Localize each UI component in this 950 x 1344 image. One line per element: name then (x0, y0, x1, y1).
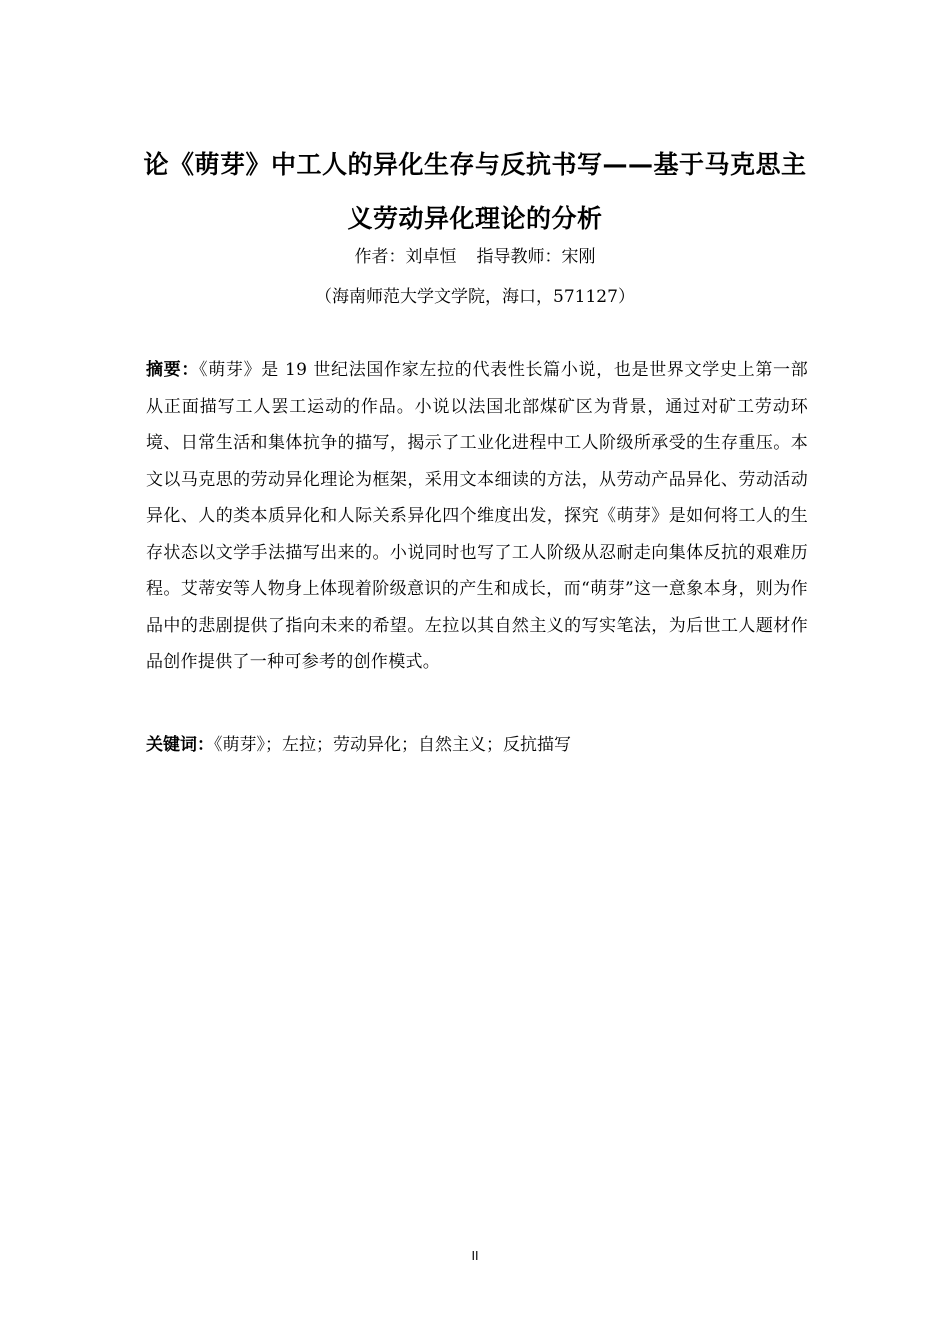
page-number: II (471, 1249, 479, 1263)
keywords-line (146, 727, 808, 763)
abstract-text: 《萌芽》是 19 世纪法国作家左拉的代表性长篇小说，也是世界文学史上第一部从正面描写工人罢工运动的作品。小说以法国北部煤矿区为背景，通过对矿工劳动环境、日常生活和集体抗争的描写，揭示了工业化进程中工人阶级所承受的生存重压。本文以马克思的劳动异化理论为框架，采用文本细读的方法，从劳动产品异化、劳动活动异化、人的类本质异化和人际关系异化四个维度出发，探究《萌芽》是如何将工人的生存状态以文学手法描写出来的。小说同时也写了工人阶级从忍耐走向集体反抗的艰难历程。艾蒂安等人物身上体现着阶级意识的产生和成长，而“萌芽”这一意象本身，则为作品中的悲剧提供了指向未来的希望。左拉以其自然主义的写实笔法，为后世工人题材作品创作提供了一种可参考的创作模式。 (146, 360, 808, 672)
author-name: 刘卓恒 (405, 247, 457, 267)
paper-title: 论《萌芽》中工人的异化生存与反抗书写——基于马克思主义劳动异化理论的分析 (143, 150, 807, 233)
abstract-paragraph (146, 352, 808, 681)
author-affiliation: （海南师范大学文学院，海口，571127） (315, 287, 635, 307)
keywords-text: 《萌芽》；左拉；劳动异化；自然主义；反抗描写 (214, 735, 571, 755)
advisor-name: 宋刚 (561, 247, 596, 267)
advisor-label: 指导教师： (476, 247, 562, 267)
author-line (140, 244, 810, 270)
abstract-label: 摘要： (146, 360, 200, 380)
keywords-label: 关键词： (146, 735, 214, 755)
author-label: 作者： (354, 247, 406, 267)
